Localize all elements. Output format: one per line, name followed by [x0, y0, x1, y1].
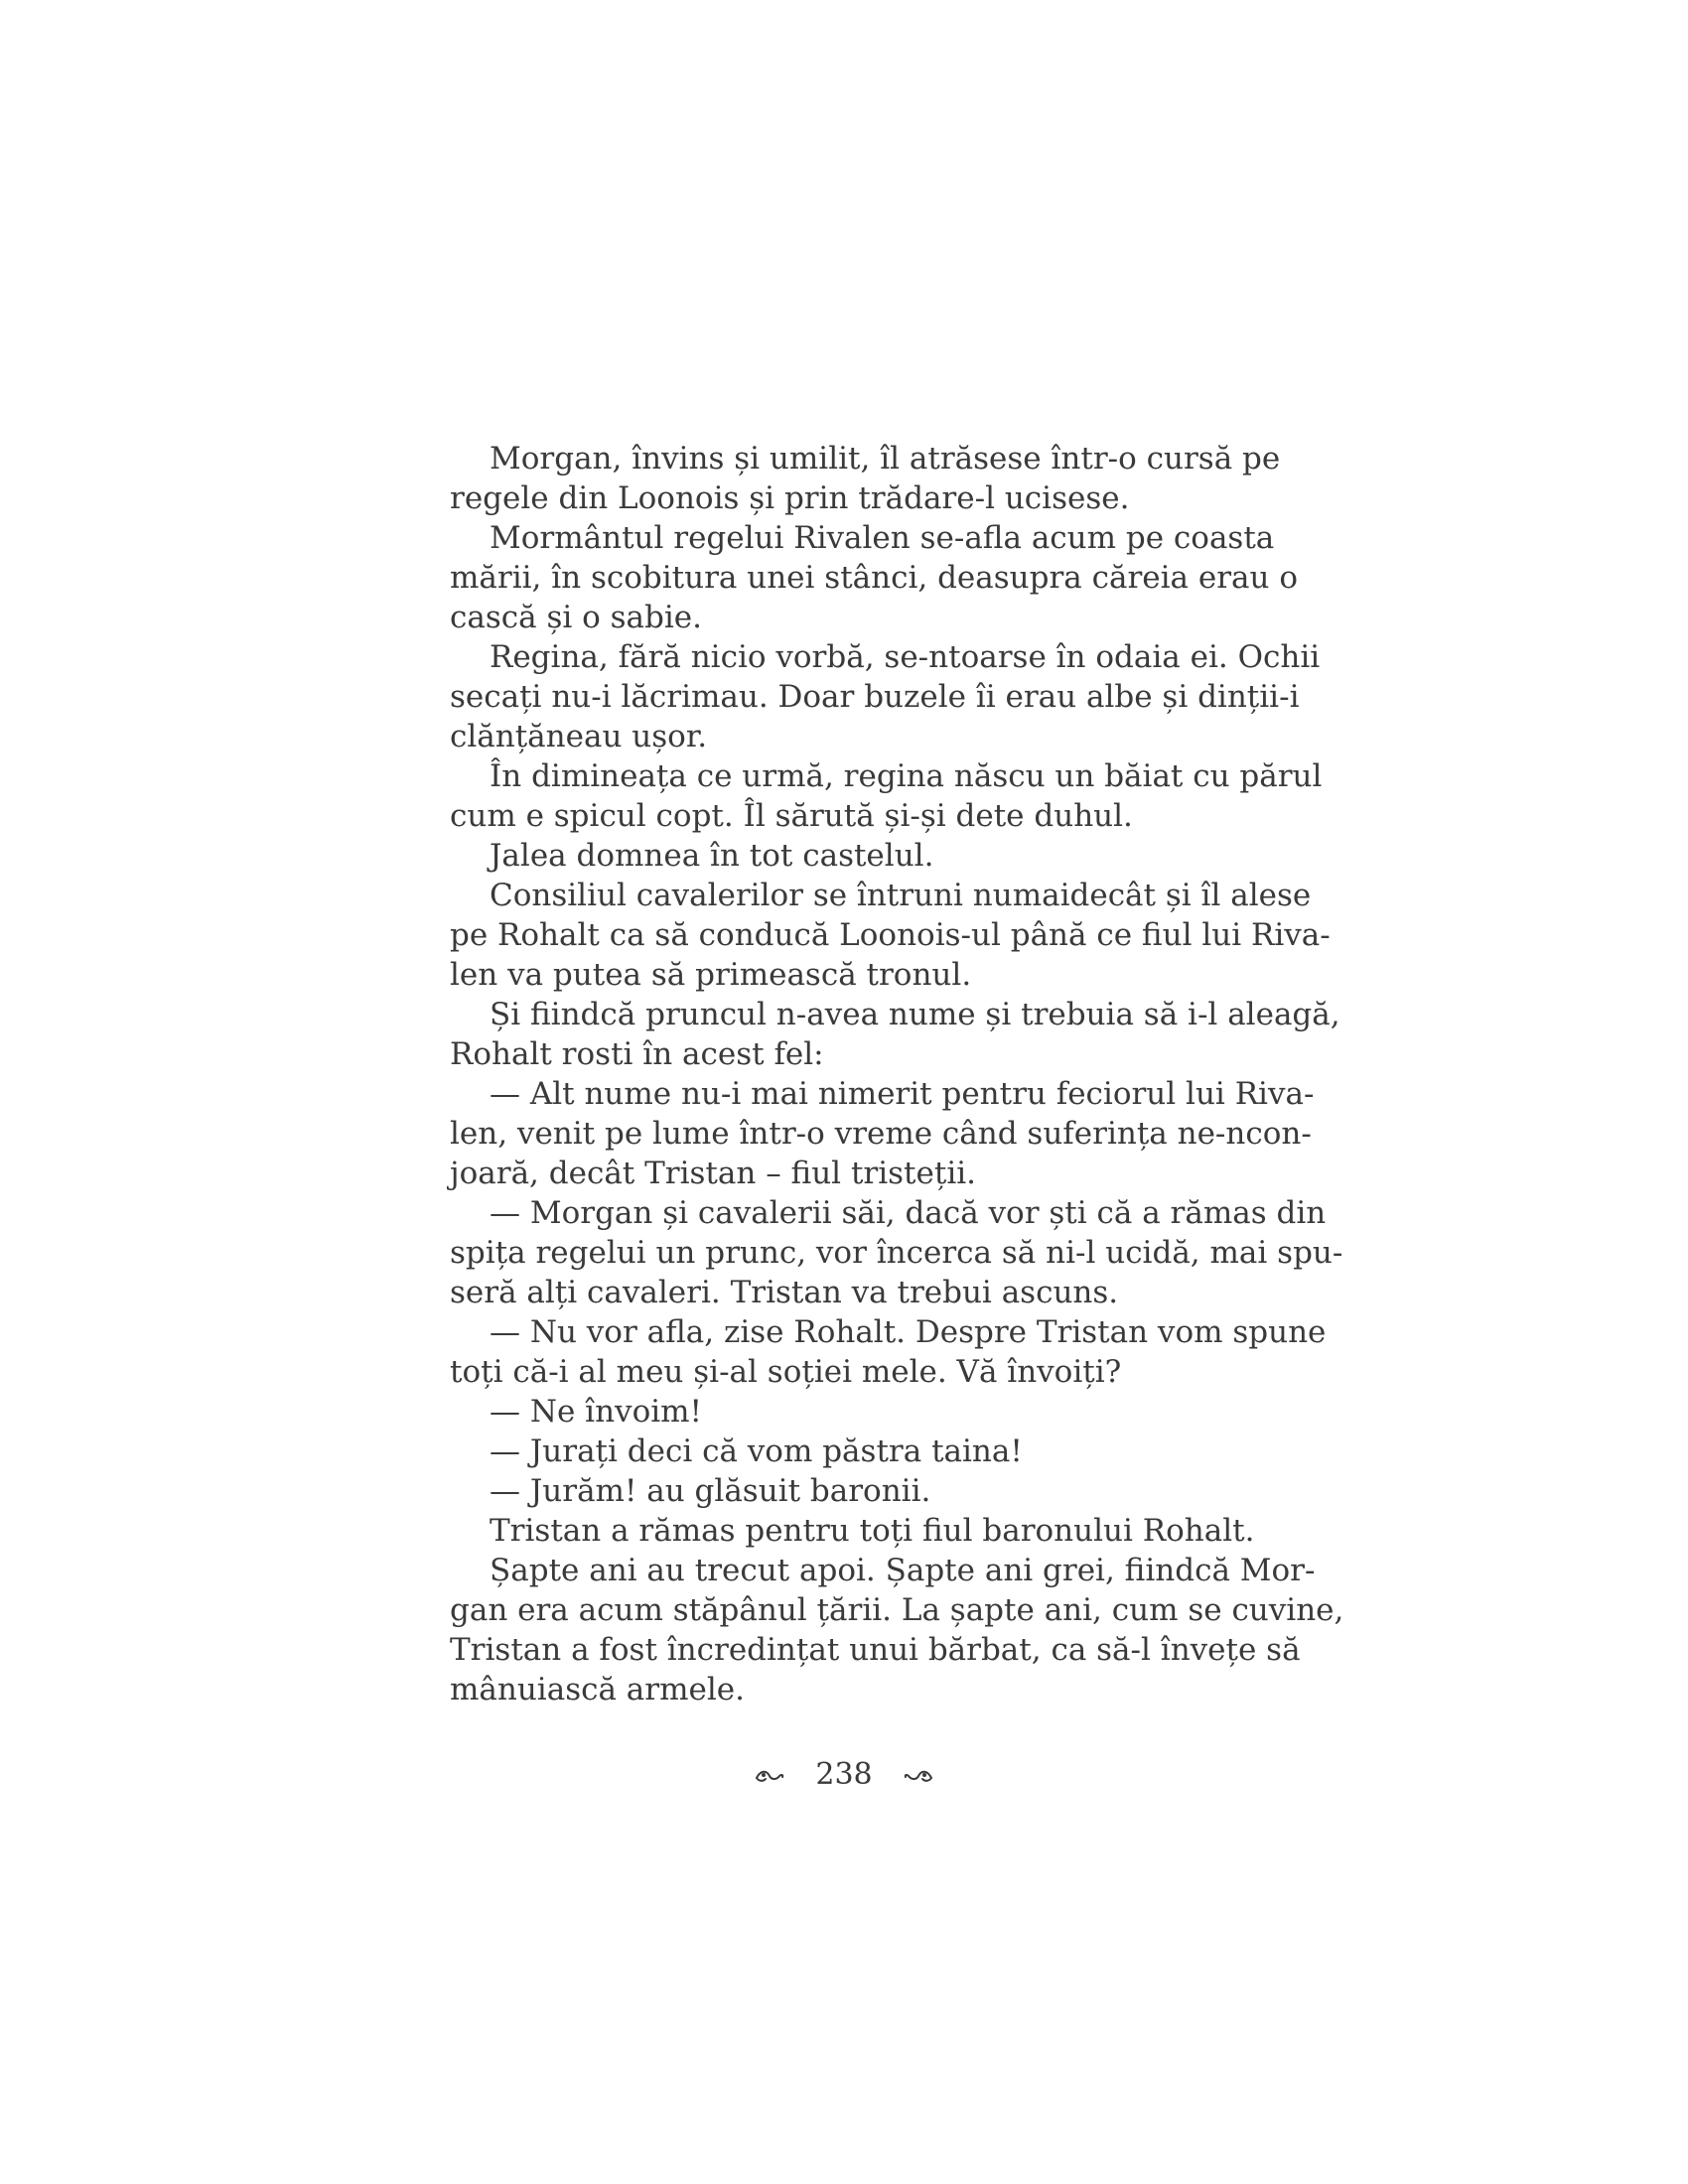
fleuron-left-icon — [755, 1757, 784, 1792]
text-line: — Ne învoim! — [490, 1394, 703, 1430]
fleuron-right-icon — [904, 1757, 933, 1792]
text-line: pe Rohalt ca să conducă Loonois-ul până ce fiul lui Riva- — [450, 917, 1331, 953]
text-line: — Jurăm! au glăsuit baronii. — [490, 1473, 931, 1509]
text-line: joară, decât Tristan – fiul tristeții. — [450, 1156, 976, 1191]
text-line: Consiliul cavalerilor se întruni numaidecât și îl alese — [490, 878, 1312, 913]
text-line: Șapte ani au trecut apoi. Șapte ani grei, fiindcă Mor- — [490, 1553, 1316, 1588]
text-line: Rohalt rosti în acest fel: — [450, 1036, 824, 1072]
text-line: clănțăneau ușor. — [450, 719, 708, 754]
text-line: len, venit pe lume într-o vreme când suferința ne-ncon- — [450, 1116, 1312, 1152]
page-number: 238 — [815, 1756, 873, 1792]
body-text — [450, 439, 1344, 1709]
text-line: În dimineața ce urmă, regina născu un băiat cu părul — [490, 758, 1323, 794]
text-line: — Morgan și cavalerii săi, dacă vor ști că a rămas din — [490, 1195, 1327, 1231]
text-line: toți că-i al meu și-al soției mele. Vă învoiți? — [450, 1354, 1122, 1390]
text-line: Și fiindcă pruncul n-avea nume și trebuia să i-l aleagă, — [490, 997, 1340, 1032]
text-line: spița regelui un prunc, vor încerca să ni-l ucidă, mai spu- — [450, 1235, 1343, 1271]
text-line: — Jurați deci că vom păstra taina! — [490, 1433, 1023, 1469]
text-line: mânuiască armele. — [450, 1672, 745, 1707]
text-line: len va putea să primească tronul. — [450, 957, 972, 993]
text-line: seră alți cavaleri. Tristan va trebui ascuns. — [450, 1275, 1119, 1310]
text-line: Tristan a fost încredințat unui bărbat, ca să-l învețe să — [450, 1632, 1301, 1668]
text-line: — Nu vor afla, zise Rohalt. Despre Tristan vom spune — [490, 1314, 1327, 1350]
text-line: Mormântul regelui Rivalen se-afla acum pe coasta — [490, 520, 1275, 556]
text-line: cum e spicul copt. Îl sărută și-și dete duhul. — [450, 798, 1133, 834]
text-line: Tristan a rămas pentru toți fiul baronului Rohalt. — [490, 1513, 1255, 1549]
text-line: Jalea domnea în tot castelul. — [490, 838, 934, 874]
text-line: mării, în scobitura unei stânci, deasupra căreia erau o — [450, 560, 1299, 596]
text-line: Regina, fără nicio vorbă, se-ntoarse în odaia ei. Ochii — [490, 639, 1321, 675]
text-line: regele din Loonois și prin trădare-l ucisese. — [450, 480, 1130, 516]
text-line: secați nu-i lăcrimau. Doar buzele îi erau albe și dinții-i — [450, 679, 1300, 715]
page-footer — [0, 1755, 1688, 1792]
text-line: — Alt nume nu-i mai nimerit pentru feciorul lui Riva- — [490, 1076, 1315, 1112]
text-line: Morgan, învins și umilit, îl atrăsese într-o cursă pe — [490, 441, 1281, 477]
text-line: gan era acum stăpânul țării. La șapte ani, cum se cuvine, — [450, 1592, 1344, 1628]
text-line: cască și o sabie. — [450, 600, 702, 635]
